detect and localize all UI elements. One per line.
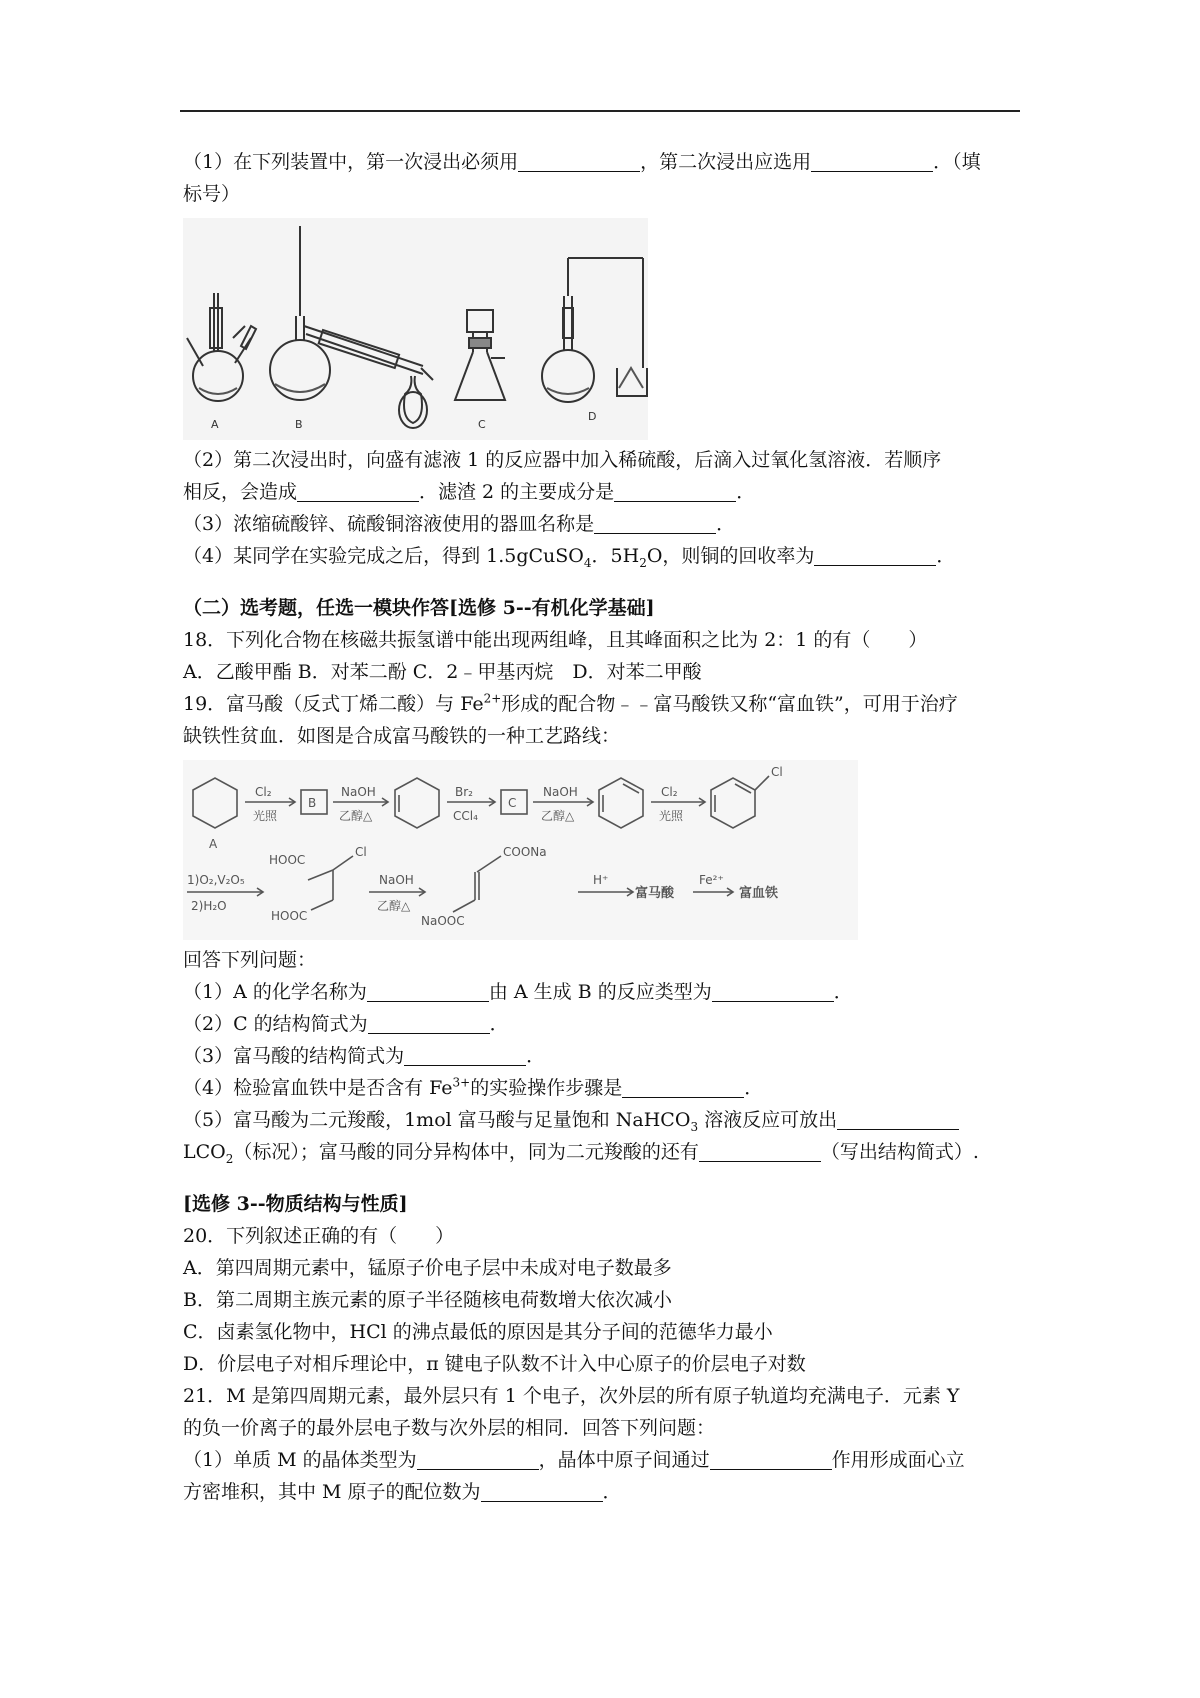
answer-blank[interactable] <box>699 1139 821 1162</box>
reagent-o2: 1)O₂,V₂O₅ <box>187 873 245 887</box>
q21-p1-text-b: ，晶体中原子间通过 <box>538 1449 710 1471</box>
q19-sub4 <box>183 1072 1023 1104</box>
q17-p1-text-a: （1）在下列装置中，第一次浸出必须用 <box>183 151 519 173</box>
answer-blank[interactable] <box>594 511 716 534</box>
answer-blank[interactable] <box>811 149 933 172</box>
group-hooc-2: HOOC <box>271 909 308 923</box>
q17-p1-text-d: 标号） <box>183 183 241 205</box>
label-c: C <box>508 796 517 810</box>
q17-p3-text-a: （3）浓缩硫酸锌、硫酸铜溶液使用的器皿名称是 <box>183 513 595 535</box>
superscript: 3+ <box>452 1075 471 1090</box>
q21-sub1-line1 <box>183 1444 1023 1476</box>
question-20-option-d: D．价层电子对相斥理论中，π 键电子队数不计入中心原子的价层电子对数 <box>183 1353 806 1375</box>
reagent-cl2: Cl₂ <box>255 785 272 799</box>
product-fumaric-acid: 富马酸 <box>635 886 675 901</box>
q21-sub1-line2 <box>183 1476 1023 1508</box>
q21-p1-text-c: 作用形成面心立 <box>831 1449 965 1471</box>
reagent-br2: Br₂ <box>455 785 473 799</box>
q19-s5-text-e: （写出结构简式）. <box>820 1141 979 1163</box>
q17-p2-text-a: （2）第二次浸出时，向盛有滤液 1 的反应器中加入稀硫酸，后滴入过氧化氢溶液．若顺序 <box>183 449 942 471</box>
question-20-option-c: C．卤素氢化物中，HCl 的沸点最低的原因是其分子间的范德华力最小 <box>183 1321 773 1343</box>
answer-blank[interactable] <box>622 1075 744 1098</box>
q17-p1-text-c: ．（填 <box>933 151 981 173</box>
section-heading-organic: （二）选考题，任选一模块作答[选修 5--有机化学基础] <box>183 597 655 619</box>
answer-blank[interactable] <box>367 979 489 1002</box>
q17-part4-line <box>183 540 1023 572</box>
question-21-line1: 21．M 是第四周期元素，最外层只有 1 个电子，次外层的所有原子轨道均充满电子．元素 Y <box>183 1385 960 1407</box>
reagent-h-plus: H⁺ <box>593 873 609 887</box>
reagent-fe2-plus: Fe²⁺ <box>699 873 724 887</box>
condition-ethanol-2: 乙醇△ <box>541 809 575 823</box>
q17-part1-line1 <box>183 146 1023 178</box>
q17-p1-text-b: ，第二次浸出应选用 <box>640 151 812 173</box>
product-ferrous-fumarate: 富血铁 <box>739 886 779 901</box>
question-20: 20．下列叙述正确的有（ ） <box>183 1225 455 1247</box>
q19-s4-text-b: 的实验操作步骤是 <box>470 1077 623 1099</box>
question-20-option-b: B．第二周期主族元素的原子半径随核电荷数增大依次减小 <box>183 1289 672 1311</box>
subscript: 2 <box>225 1151 234 1166</box>
label-a: A <box>209 837 218 851</box>
condition-light-2: 光照 <box>659 809 684 823</box>
q19-sub2 <box>183 1008 1023 1040</box>
answer-blank[interactable] <box>614 479 736 502</box>
answer-blank[interactable] <box>814 543 936 566</box>
q17-p2-text-b: 相反，会造成 <box>183 481 298 503</box>
group-hooc-1: HOOC <box>269 853 306 867</box>
q19-s5-text-b: 溶液反应可放出 <box>698 1109 838 1131</box>
q17-p4-text-a: （4）某同学在实验完成之后，得到 1.5gCuSO <box>183 545 584 567</box>
q21-p1-text-e: ． <box>602 1481 622 1503</box>
q19-s2-text-a: （2）C 的结构简式为 <box>183 1013 368 1035</box>
group-naooc: NaOOC <box>421 914 465 928</box>
figure-label-c: C <box>478 418 486 431</box>
q19-s1-text-c: ． <box>833 981 853 1003</box>
question-18-options: A．乙酸甲酯 B．对苯二酚 C．2﹣甲基丙烷 D．对苯二甲酸 <box>183 661 702 683</box>
q19-s3-text-a: （3）富马酸的结构简式为 <box>183 1045 405 1067</box>
q19-s1-text-b: 由 A 生成 B 的反应类型为 <box>488 981 712 1003</box>
subscript: 3 <box>690 1119 699 1134</box>
answer-blank[interactable] <box>712 979 834 1002</box>
q19-s5-text-a: （5）富马酸为二元羧酸，1mol 富马酸与足量饱和 NaHCO <box>183 1109 691 1131</box>
q19-s5-text-d: （标况）；富马酸的同分异构体中，同为二元羧酸的还有 <box>233 1141 699 1163</box>
q19-text-a: 19．富马酸（反式丁烯二酸）与 Fe <box>183 693 484 715</box>
condition-ccl4: CCl₄ <box>453 809 478 823</box>
condition-ethanol: 乙醇△ <box>339 809 373 823</box>
answer-blank[interactable] <box>417 1447 539 1470</box>
q17-p4-text-d: ． <box>936 545 956 567</box>
q17-p4-text-b: ．5H <box>591 545 640 567</box>
q19-sub3 <box>183 1040 1023 1072</box>
label-cl-2: Cl <box>355 845 367 859</box>
q19-s2-text-b: ． <box>489 1013 509 1035</box>
q19-s1-text-a: （1）A 的化学名称为 <box>183 981 367 1003</box>
reagent-cl2-2: Cl₂ <box>661 785 678 799</box>
synthesis-scheme <box>183 760 858 940</box>
question-21-line2: 的负一价离子的最外层电子数与次外层的相同．回答下列问题： <box>183 1417 716 1439</box>
condition-ethanol-3: 乙醇△ <box>377 899 411 913</box>
label-b: B <box>308 796 317 810</box>
q17-p4-text-c: O，则铜的回收率为 <box>646 545 815 567</box>
q19-s5-text-c: LCO <box>183 1141 226 1163</box>
answer-blank[interactable] <box>837 1107 959 1130</box>
q21-p1-text-d: 方密堆积，其中 M 原子的配位数为 <box>183 1481 481 1503</box>
answer-blank[interactable] <box>481 1479 603 1502</box>
label-cl: Cl <box>771 765 783 779</box>
reagent-naoh-3: NaOH <box>379 873 414 887</box>
condition-light: 光照 <box>253 809 278 823</box>
figure-label-a: A <box>211 418 219 431</box>
reagent-naoh: NaOH <box>341 785 376 799</box>
q17-p3-text-b: ． <box>716 513 736 535</box>
subscript: 4 <box>583 555 592 570</box>
answer-blank[interactable] <box>404 1043 526 1066</box>
q19-s4-text-a: （4）检验富血铁中是否含有 Fe <box>183 1077 453 1099</box>
q19-sub5-line2 <box>183 1136 1023 1168</box>
q17-p2-text-d: ． <box>736 481 756 503</box>
document-body <box>183 146 1023 1508</box>
figure-label-b: B <box>295 418 303 431</box>
q19-s3-text-b: ． <box>526 1045 546 1067</box>
question-19-line2: 缺铁性贫血．如图是合成富马酸铁的一种工艺路线： <box>183 725 621 747</box>
answer-prompt: 回答下列问题： <box>183 949 317 971</box>
group-coona: COONa <box>503 845 547 859</box>
reagent-naoh-2: NaOH <box>543 785 578 799</box>
q19-s4-text-c: ． <box>744 1077 764 1099</box>
superscript: 2+ <box>483 691 502 706</box>
section-heading-structure: [选修 3--物质结构与性质] <box>183 1193 408 1215</box>
q21-p1-text-a: （1）单质 M 的晶体类型为 <box>183 1449 417 1471</box>
answer-blank[interactable] <box>710 1447 832 1470</box>
condition-h2o: 2)H₂O <box>191 899 227 913</box>
q19-sub1 <box>183 976 1023 1008</box>
q17-part2-line2 <box>183 476 1023 508</box>
question-18: 18．下列化合物在核磁共振氢谱中能出现两组峰，且其峰面积之比为 2：1 的有（ ） <box>183 629 928 651</box>
q19-sub5-line1 <box>183 1104 1023 1136</box>
subscript: 2 <box>639 555 647 570</box>
figure-label-d: D <box>588 410 597 423</box>
answer-blank[interactable] <box>297 479 419 502</box>
question-19-line1 <box>183 688 1023 720</box>
apparatus-figure <box>183 218 648 440</box>
answer-blank[interactable] <box>518 149 640 172</box>
question-20-option-a: A．第四周期元素中，锰原子价电子层中未成对电子数最多 <box>183 1257 672 1279</box>
q17-part3-line <box>183 508 1023 540</box>
q17-p2-text-c: ．滤渣 2 的主要成分是 <box>419 481 615 503</box>
answer-blank[interactable] <box>368 1011 490 1034</box>
q19-text-b: 形成的配合物﹣﹣富马酸铁又称“富血铁”，可用于治疗 <box>501 693 958 715</box>
header-rule <box>180 110 1020 112</box>
